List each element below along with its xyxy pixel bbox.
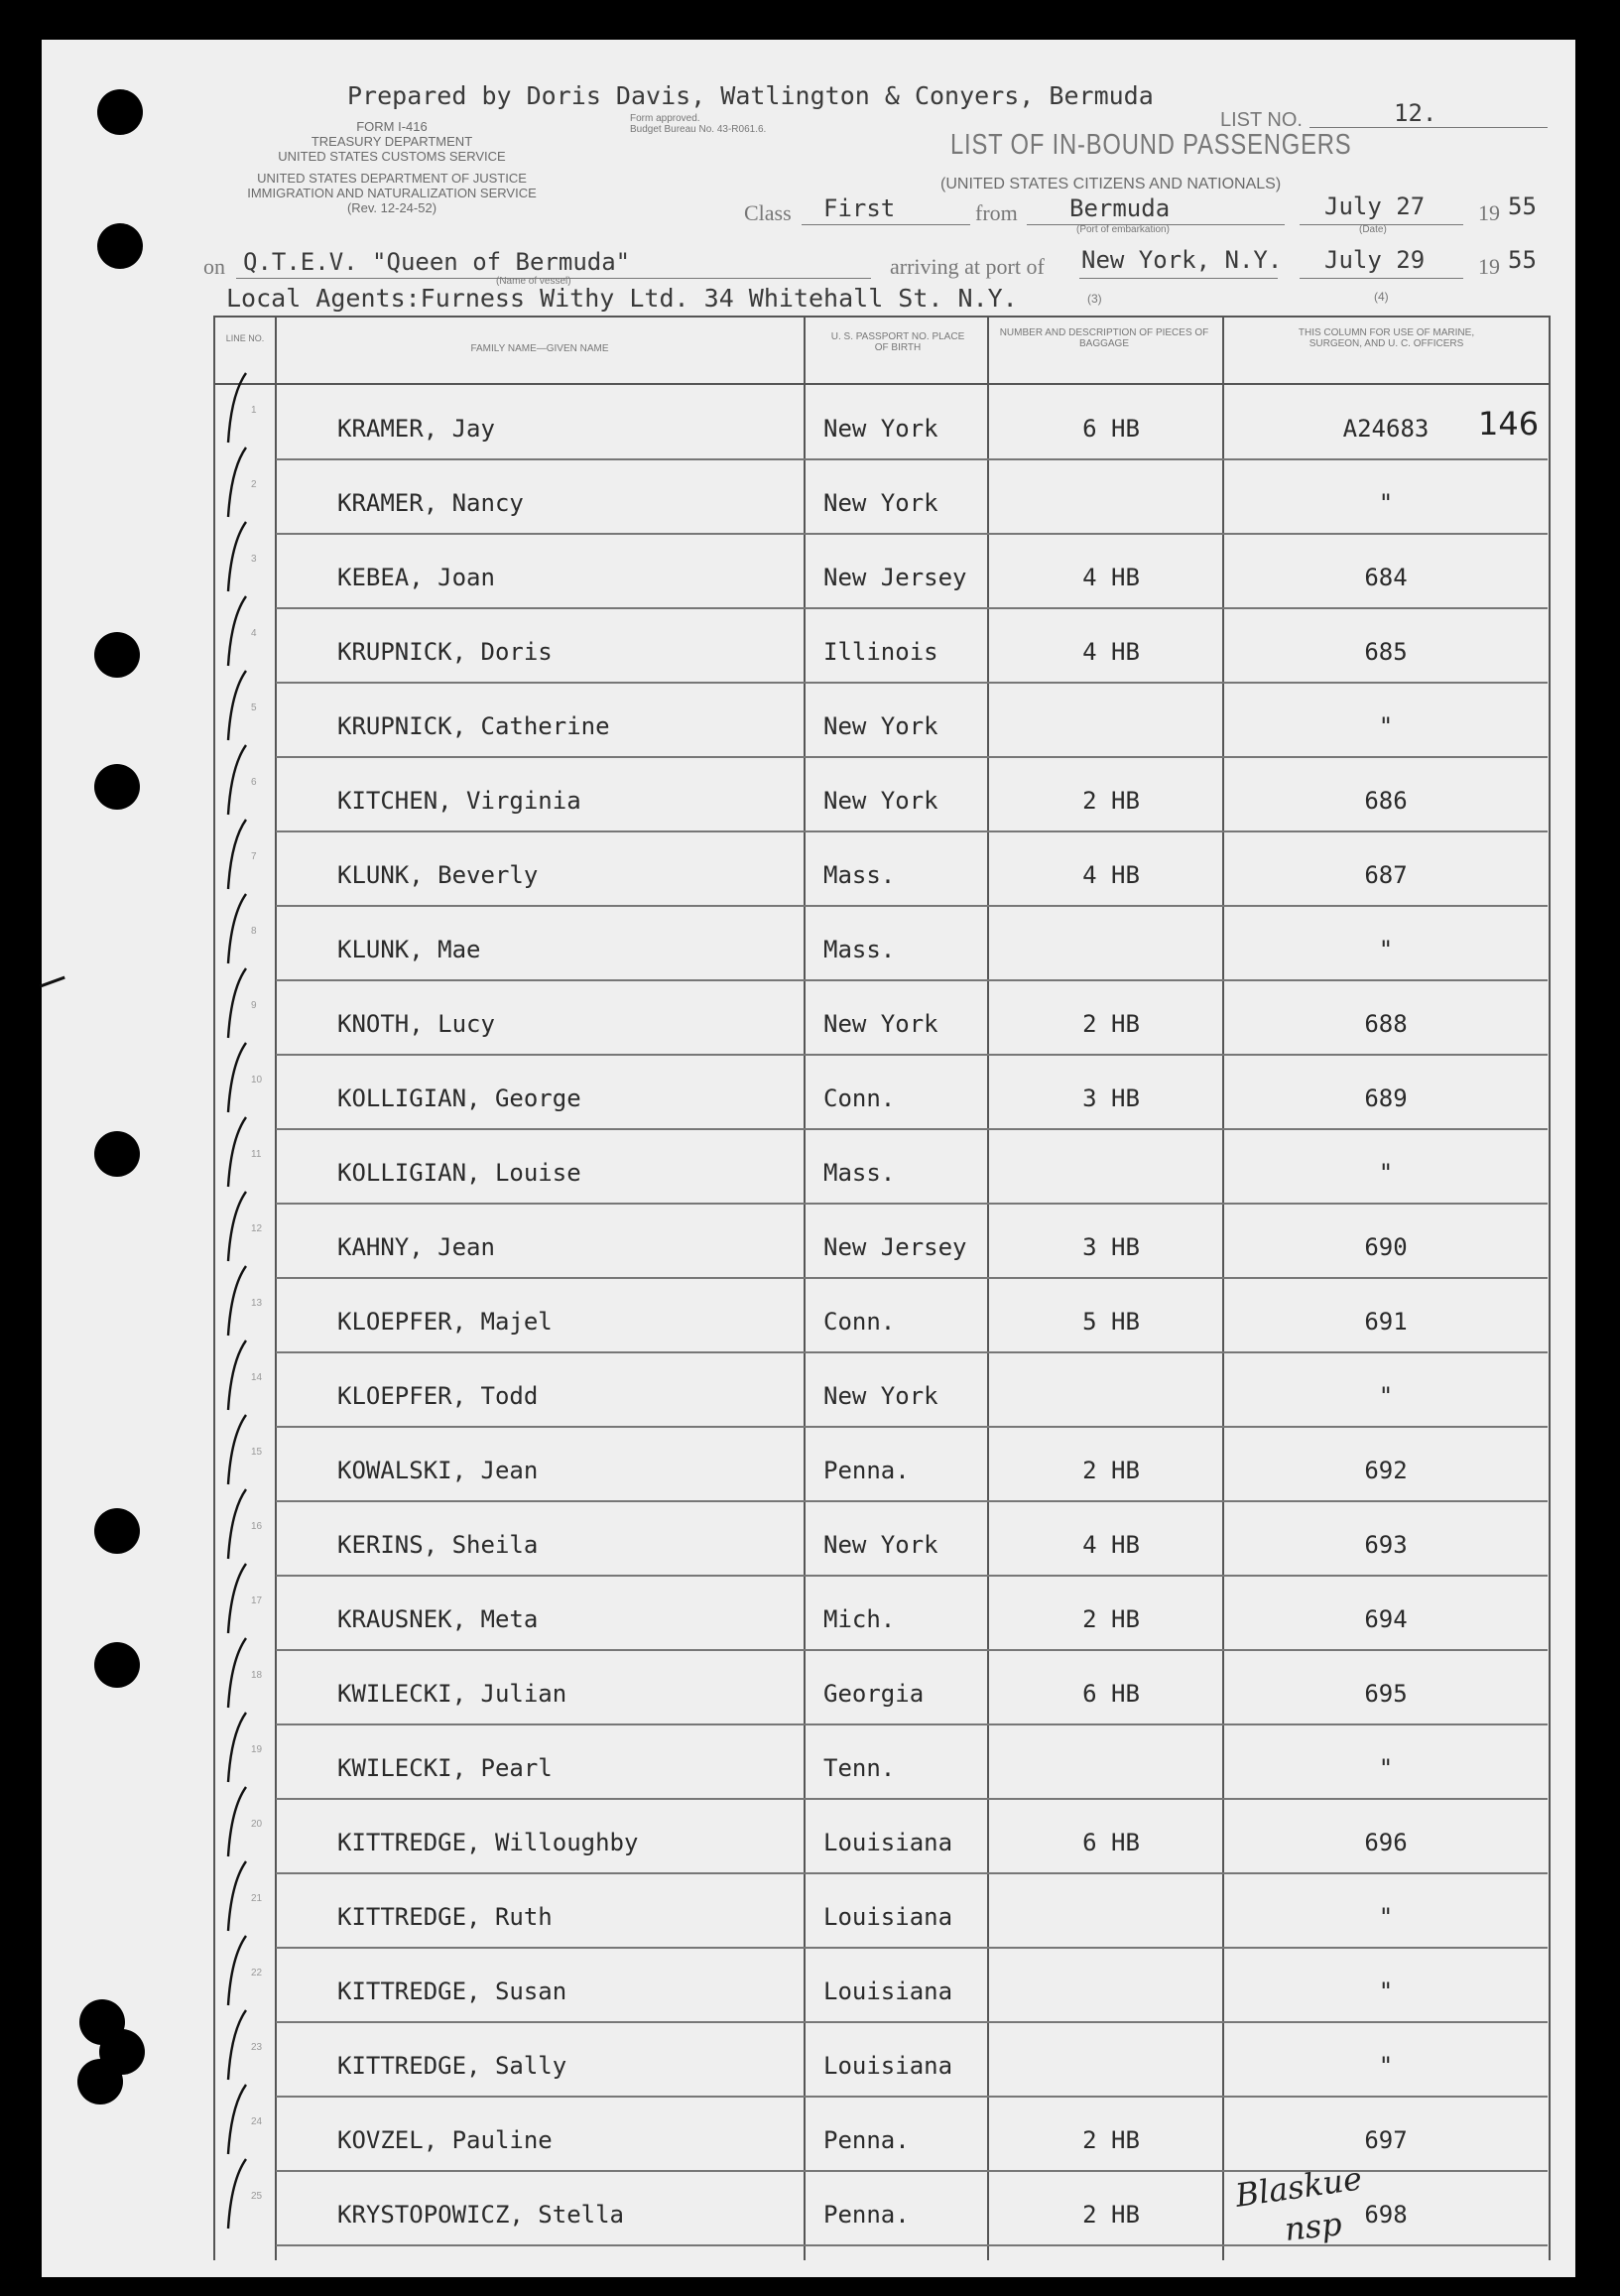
officer-number: 692 (1364, 1457, 1408, 1484)
officer-number: 688 (1364, 1010, 1408, 1038)
row-rule (276, 533, 1548, 535)
place-of-birth: New Jersey (823, 1233, 967, 1261)
baggage-count: 6 HB (1082, 1829, 1140, 1856)
line-number: 18 (251, 1670, 263, 1681)
place-of-birth: New York (823, 1382, 938, 1410)
passenger-name: KERINS, Sheila (337, 1531, 539, 1559)
row-rule (276, 756, 1548, 758)
list-no-value: 12. (1394, 99, 1437, 127)
port-embarkation-caption: (Port of embarkation) (1076, 224, 1170, 235)
officer-number: A24683 (1342, 415, 1430, 443)
line-number: 3 (251, 554, 257, 565)
check-mark-icon (216, 962, 256, 1042)
class-value: First (823, 194, 896, 222)
local-agents: Local Agents:Furness Withy Ltd. 34 Whitehall St. N.Y. (226, 284, 1018, 313)
officer-number: 689 (1364, 1084, 1408, 1112)
check-mark-icon (216, 1260, 256, 1339)
prepared-by-line: Prepared by Doris Davis, Watlington & Conyers, Bermuda (347, 81, 1154, 110)
form-approved-block (630, 113, 766, 135)
place-of-birth: Illinois (823, 638, 938, 666)
officer-number: " (1378, 1754, 1394, 1782)
line-number: 19 (251, 1744, 263, 1755)
line-number: 5 (251, 702, 257, 713)
line-number: 2 (251, 479, 257, 490)
baggage-count: 4 HB (1082, 861, 1140, 889)
passenger-name: KRYSTOPOWICZ, Stella (337, 2201, 624, 2229)
place-of-birth: Louisiana (823, 2052, 953, 2080)
officer-number: 695 (1364, 1680, 1408, 1708)
treasury-department: TREASURY DEPARTMENT (311, 134, 473, 149)
from-value: Bermuda (1069, 194, 1171, 222)
place-of-birth: Louisiana (823, 1977, 953, 2005)
vessel-name: Q.T.E.V. "Queen of Bermuda" (243, 248, 631, 276)
check-mark-icon (216, 1855, 256, 1935)
arrival-port: New York, N.Y. (1081, 246, 1283, 274)
officer-number: 691 (1364, 1308, 1408, 1336)
line-number: 10 (251, 1075, 263, 1085)
passenger-name: KLOEPFER, Majel (337, 1308, 553, 1336)
doj-line: UNITED STATES DEPARTMENT OF JUSTICE (257, 171, 527, 186)
passenger-name: KITTREDGE, Willoughby (337, 1829, 639, 1856)
row-rule (276, 979, 1548, 981)
line-number: 13 (251, 1298, 263, 1309)
row-rule (276, 458, 1548, 460)
officer-number: 686 (1364, 787, 1408, 815)
check-mark-icon (216, 516, 256, 595)
customs-service: UNITED STATES CUSTOMS SERVICE (278, 149, 506, 164)
row-rule (276, 1128, 1548, 1130)
baggage-count: 4 HB (1082, 638, 1140, 666)
check-mark-icon (216, 2079, 256, 2158)
passenger-name: KLUNK, Mae (337, 936, 481, 963)
margin-note-initials: nsp (1283, 2205, 1344, 2248)
col-header-line-no: LINE NO. (225, 333, 265, 343)
document-subtitle: (UNITED STATES CITIZENS AND NATIONALS) (940, 176, 1282, 192)
officer-number: 693 (1364, 1531, 1408, 1559)
punch-hole (97, 89, 143, 135)
check-mark-icon (216, 367, 256, 446)
revision-line: (Rev. 12-24-52) (346, 200, 437, 215)
vessel-caption: (Name of vessel) (496, 276, 571, 287)
officer-number: " (1378, 1382, 1394, 1410)
row-rule (276, 1500, 1548, 1502)
officer-number: " (1378, 1903, 1394, 1931)
table-row (0, 2173, 1620, 2247)
passenger-name: KITCHEN, Virginia (337, 787, 581, 815)
passenger-name: KOLLIGIAN, George (337, 1084, 581, 1112)
row-rule (276, 1351, 1548, 1353)
officer-number: 698 (1364, 2201, 1408, 2229)
line-number: 1 (251, 405, 257, 416)
line-number: 12 (251, 1223, 263, 1234)
check-mark-icon (216, 1037, 256, 1116)
budget-bureau: Budget Bureau No. 43-R061.6. (630, 124, 767, 135)
column-four-note: (4) (1374, 290, 1389, 304)
passenger-name: KITTREDGE, Susan (337, 1977, 567, 2005)
check-mark-icon (216, 1707, 256, 1786)
row-rule (276, 682, 1548, 684)
officer-number: " (1378, 1977, 1394, 2005)
check-mark-icon (216, 665, 256, 744)
table-top-rule (213, 316, 1551, 318)
place-of-birth: New York (823, 787, 938, 815)
row-rule (276, 1575, 1548, 1577)
line-number: 14 (251, 1372, 263, 1383)
officer-number: 696 (1364, 1829, 1408, 1856)
baggage-count: 6 HB (1082, 415, 1140, 443)
place-of-birth: New York (823, 1010, 938, 1038)
passenger-name: KOWALSKI, Jean (337, 1457, 539, 1484)
officer-number: " (1378, 712, 1394, 740)
row-rule (276, 905, 1548, 907)
baggage-count: 5 HB (1082, 1308, 1140, 1336)
agents-note: (3) (1087, 292, 1102, 306)
passenger-name: KEBEA, Joan (337, 564, 495, 591)
check-mark-icon (216, 442, 256, 521)
row-rule (276, 1649, 1548, 1651)
passenger-name: KWILECKI, Pearl (337, 1754, 553, 1782)
place-of-birth: New York (823, 1531, 938, 1559)
passenger-name: KLOEPFER, Todd (337, 1382, 539, 1410)
row-rule (276, 830, 1548, 832)
officer-number: " (1378, 489, 1394, 517)
line-number: 11 (251, 1149, 262, 1160)
line-number: 4 (251, 628, 257, 639)
place-of-birth: New Jersey (823, 564, 967, 591)
baggage-count: 2 HB (1082, 1457, 1140, 1484)
row-rule (276, 2021, 1548, 2023)
margin-note-signature: Blaskue (1232, 2159, 1365, 2215)
check-mark-icon (216, 1632, 256, 1712)
officer-number: 685 (1364, 638, 1408, 666)
col-header-name: FAMILY NAME—GIVEN NAME (470, 343, 609, 354)
line-number: 22 (251, 1968, 263, 1978)
class-label: Class (744, 200, 792, 225)
row-rule (276, 1798, 1548, 1800)
check-mark-icon (216, 1483, 256, 1563)
line-number: 20 (251, 1819, 263, 1830)
line-number: 24 (251, 2116, 263, 2127)
baggage-count: 3 HB (1082, 1084, 1140, 1112)
check-mark-icon (216, 1558, 256, 1637)
from-label: from (975, 200, 1018, 225)
place-of-birth: Mass. (823, 1159, 896, 1187)
officer-number: 684 (1364, 564, 1408, 591)
check-mark-icon (216, 1409, 256, 1488)
place-of-birth: New York (823, 489, 938, 517)
row-rule (276, 607, 1548, 609)
passenger-name: KNOTH, Lucy (337, 1010, 495, 1038)
check-mark-icon (216, 814, 256, 893)
place-of-birth: Penna. (823, 2126, 910, 2154)
row-rule (276, 1872, 1548, 1874)
check-mark-icon (216, 1186, 256, 1265)
line-number: 17 (251, 1595, 263, 1606)
doj-block (203, 171, 580, 215)
form-approved: Form approved. (630, 113, 700, 124)
baggage-count: 2 HB (1082, 1605, 1140, 1633)
row-rule (276, 1426, 1548, 1428)
baggage-count: 2 HB (1082, 2126, 1140, 2154)
check-mark-icon (216, 1111, 256, 1191)
arriving-label: arriving at port of (890, 254, 1045, 279)
line-number: 16 (251, 1521, 263, 1532)
check-mark-icon (216, 888, 256, 967)
col-header-officers: THIS COLUMN FOR USE OF MARINE, SURGEON, AND U. C. OFFICERS (1298, 327, 1475, 349)
place-of-birth: Mass. (823, 936, 896, 963)
officer-number: 697 (1364, 2126, 1408, 2154)
baggage-count: 4 HB (1082, 1531, 1140, 1559)
punch-hole (97, 223, 143, 269)
departure-year: 55 (1508, 192, 1537, 220)
officer-number: 694 (1364, 1605, 1408, 1633)
line-number: 8 (251, 926, 257, 937)
place-of-birth: Louisiana (823, 1829, 953, 1856)
header-bottom-rule (213, 383, 1551, 385)
departure-year-prefix: 19 (1478, 200, 1500, 225)
departure-date: July 27 (1324, 192, 1426, 220)
place-of-birth: Penna. (823, 2201, 910, 2229)
baggage-count: 2 HB (1082, 2201, 1140, 2229)
check-mark-icon (216, 1781, 256, 1860)
passenger-name: KOVZEL, Pauline (337, 2126, 553, 2154)
line-number: 7 (251, 851, 257, 862)
check-mark-icon (216, 739, 256, 819)
line-number: 15 (251, 1447, 263, 1458)
line-number: 23 (251, 2042, 263, 2053)
check-mark-icon (216, 1335, 256, 1414)
check-mark-icon (216, 2004, 256, 2084)
passenger-name: KAHNY, Jean (337, 1233, 495, 1261)
passenger-name: KITTREDGE, Sally (337, 2052, 567, 2080)
officer-number: " (1378, 936, 1394, 963)
row-rule (276, 1947, 1548, 1949)
passenger-name: KWILECKI, Julian (337, 1680, 567, 1708)
row-rule (276, 1277, 1548, 1279)
place-of-birth: Louisiana (823, 1903, 953, 1931)
baggage-count: 2 HB (1082, 787, 1140, 815)
check-mark-icon (216, 590, 256, 670)
baggage-count: 4 HB (1082, 564, 1140, 591)
line-number: 6 (251, 777, 257, 788)
line-number: 9 (251, 1000, 257, 1011)
col-header-passport: U. S. PASSPORT NO. PLACE OF BIRTH (830, 331, 965, 353)
place-of-birth: Mass. (823, 861, 896, 889)
row-rule (276, 2244, 1548, 2246)
place-of-birth: New York (823, 712, 938, 740)
passenger-name: KRAUSNEK, Meta (337, 1605, 539, 1633)
line-number: 21 (251, 1893, 263, 1904)
passenger-name: KRUPNICK, Doris (337, 638, 553, 666)
arrival-year-prefix: 19 (1478, 254, 1500, 279)
passenger-name: KRAMER, Nancy (337, 489, 524, 517)
baggage-count: 6 HB (1082, 1680, 1140, 1708)
passenger-name: KLUNK, Beverly (337, 861, 539, 889)
arrival-year: 55 (1508, 246, 1537, 274)
officer-number: 690 (1364, 1233, 1408, 1261)
baggage-count: 2 HB (1082, 1010, 1140, 1038)
passenger-name: KRAMER, Jay (337, 415, 495, 443)
on-label: on (203, 254, 225, 279)
row-rule (276, 1203, 1548, 1205)
passenger-name: KOLLIGIAN, Louise (337, 1159, 581, 1187)
passenger-name: KRUPNICK, Catherine (337, 712, 610, 740)
row-rule (276, 1723, 1548, 1725)
passenger-name: KITTREDGE, Ruth (337, 1903, 553, 1931)
officer-number: 687 (1364, 861, 1408, 889)
check-mark-icon (216, 2153, 256, 2232)
list-no-label: LIST NO. (1220, 109, 1303, 131)
place-of-birth: Tenn. (823, 1754, 896, 1782)
place-of-birth: Mich. (823, 1605, 896, 1633)
line-number: 25 (251, 2191, 263, 2202)
document-title: LIST OF IN-BOUND PASSENGERS (950, 129, 1352, 161)
place-of-birth: Penna. (823, 1457, 910, 1484)
ins-line: IMMIGRATION AND NATURALIZATION SERVICE (247, 186, 537, 200)
row-rule (276, 1054, 1548, 1056)
arrival-date: July 29 (1324, 246, 1426, 274)
place-of-birth: Conn. (823, 1084, 896, 1112)
form-number: FORM I-416 (356, 119, 428, 134)
place-of-birth: Georgia (823, 1680, 925, 1708)
date-caption: (Date) (1359, 224, 1387, 235)
place-of-birth: New York (823, 415, 938, 443)
officer-number: " (1378, 2052, 1394, 2080)
officer-number: " (1378, 1159, 1394, 1187)
place-of-birth: Conn. (823, 1308, 896, 1336)
check-mark-icon (216, 1930, 256, 2009)
col-header-baggage: NUMBER AND DESCRIPTION OF PIECES OF BAGGAGE (999, 327, 1209, 349)
row-rule (276, 2096, 1548, 2098)
page-number: 146 (1478, 405, 1540, 443)
baggage-count: 3 HB (1082, 1233, 1140, 1261)
form-number-block (253, 119, 531, 164)
